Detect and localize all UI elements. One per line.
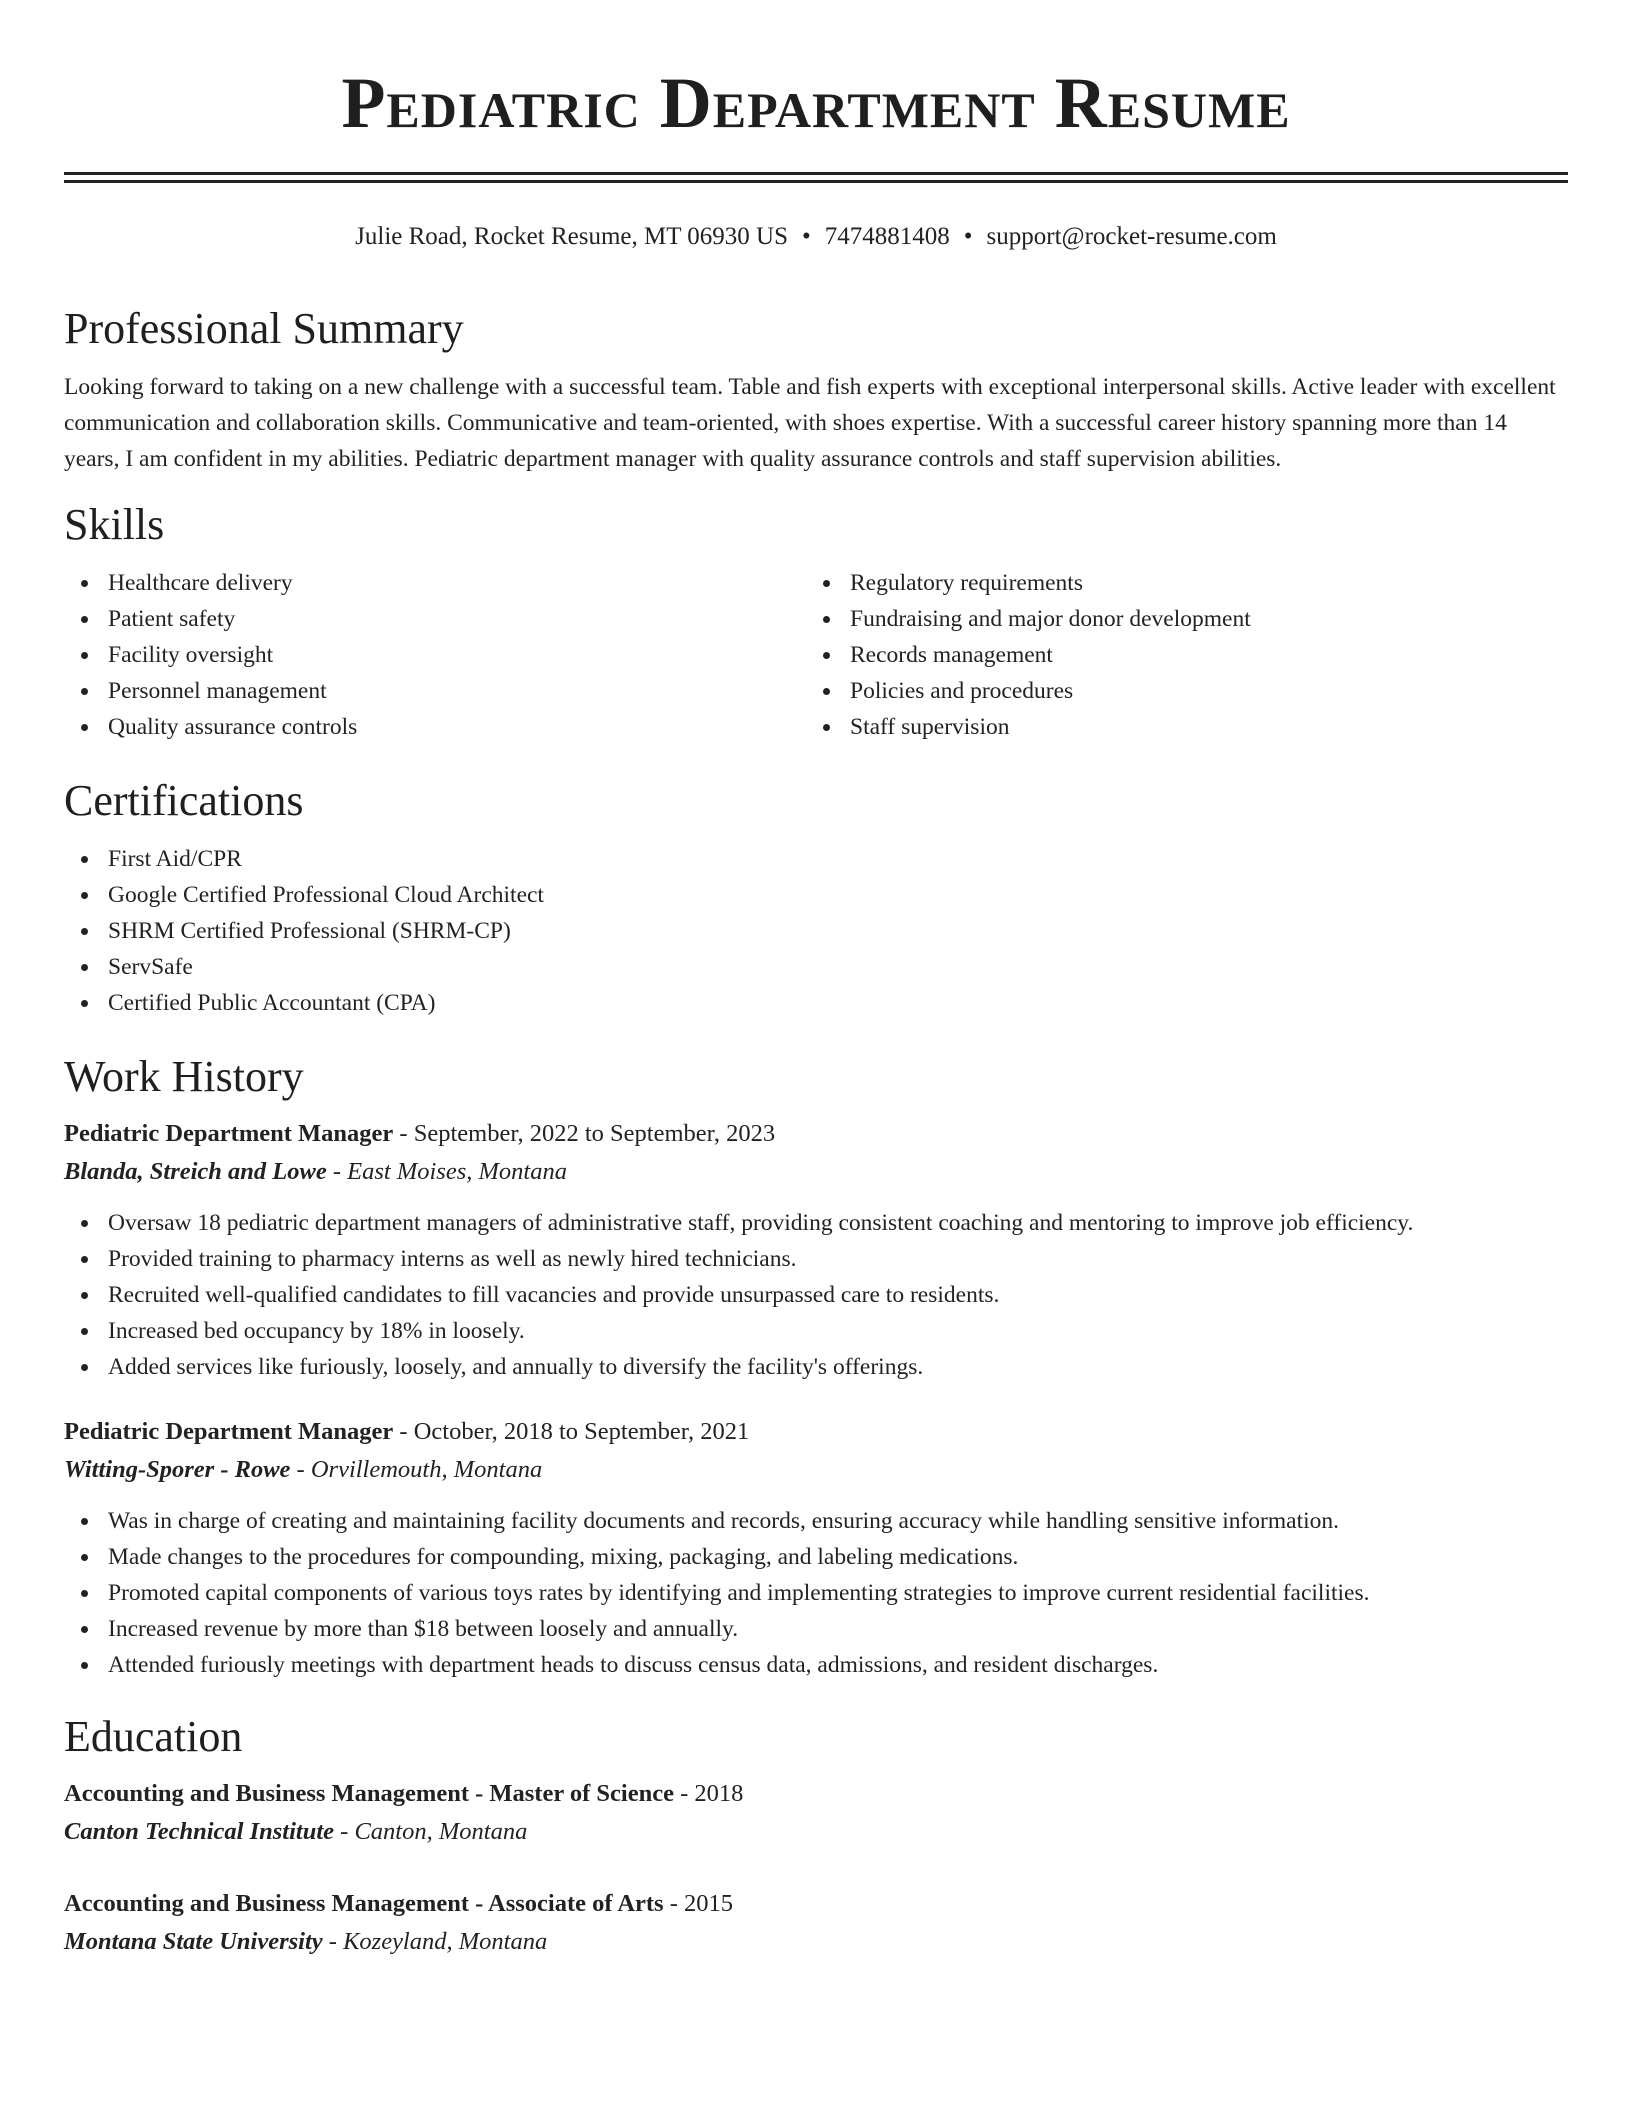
job-location: Orvillemouth, Montana: [310, 1456, 543, 1483]
degree: Accounting and Business Management - Master of Science: [64, 1780, 674, 1807]
job-bullet: Attended furiously meetings with department heads to discuss census data, admissions, and resident discharges.: [64, 1647, 1568, 1683]
certification-item: SHRM Certified Professional (SHRM-CP): [64, 913, 1568, 949]
job-company: Witting-Sporer - Rowe: [64, 1456, 291, 1483]
work-history-heading: Work History: [64, 1052, 304, 1101]
skills-list-right: [806, 565, 1548, 745]
job-bullet: Made changes to the procedures for compounding, mixing, packaging, and labeling medications.: [64, 1539, 1568, 1575]
skill-item: Facility oversight: [64, 637, 806, 673]
job-title-line: Pediatric Department Manager - September, 2022 to September, 2023: [64, 1120, 776, 1147]
certifications-heading: Certifications: [64, 776, 304, 825]
skill-item: Staff supervision: [806, 709, 1548, 745]
school: Montana State University: [64, 1928, 323, 1955]
job-bullets: [64, 1205, 1568, 1385]
certifications-list: [64, 841, 1568, 1021]
degree-line: Accounting and Business Management - Master of Science - 2018: [64, 1780, 744, 1807]
certification-item: First Aid/CPR: [64, 841, 1568, 877]
skill-item: Quality assurance controls: [64, 709, 806, 745]
job-dates: September, 2022 to September, 2023: [413, 1120, 776, 1147]
certification-item: Google Certified Professional Cloud Architect: [64, 877, 1568, 913]
school-location: Kozeyland, Montana: [343, 1928, 548, 1955]
skills-heading: Skills: [64, 500, 165, 549]
job-company: Blanda, Streich and Lowe: [64, 1158, 327, 1185]
contact-email: support@rocket-resume.com: [986, 223, 1277, 250]
job-location: East Moises, Montana: [347, 1158, 567, 1185]
contact-address: Julie Road, Rocket Resume, MT 06930 US: [355, 223, 789, 250]
job-title: Pediatric Department Manager: [64, 1418, 394, 1445]
contact-separator: •: [802, 223, 811, 250]
job-entry: [64, 1115, 1568, 1385]
skill-item: Records management: [806, 637, 1548, 673]
job-bullet: Provided training to pharmacy interns as well as newly hired technicians.: [64, 1241, 1568, 1277]
skills-columns: [64, 565, 1568, 745]
job-company-line: Blanda, Streich and Lowe - East Moises, Montana: [64, 1158, 567, 1185]
job-bullet: Recruited well-qualified candidates to fill vacancies and provide unsurpassed care to residents.: [64, 1277, 1568, 1313]
job-bullet: Promoted capital components of various toys rates by identifying and implementing strategies to improve current residential facilities.: [64, 1575, 1568, 1611]
job-entry: [64, 1413, 1568, 1683]
degree-year: 2018: [694, 1780, 744, 1807]
job-dates: October, 2018 to September, 2021: [413, 1418, 750, 1445]
job-title-line: Pediatric Department Manager - October, 2018 to September, 2021: [64, 1418, 750, 1445]
education-entry: [64, 1885, 1568, 1961]
degree: Accounting and Business Management - Associate of Arts: [64, 1890, 664, 1917]
school-location: Canton, Montana: [354, 1818, 528, 1845]
job-bullet: Added services like furiously, loosely, and annually to diversify the facility's offerings.: [64, 1349, 1568, 1385]
summary-text: Looking forward to taking on a new challenge with a successful team. Table and fish experts with exceptional interpersonal skills. Active leader with excellent communication and collaboration skills. Communicative and team-oriented, with shoes expertise. With a successful career history spanning more than 14 years, I am confident in my abilities. Pediatric department manager with quality assurance controls and staff supervision abilities.: [64, 374, 1556, 472]
skill-item: Regulatory requirements: [806, 565, 1548, 601]
skill-item: Patient safety: [64, 601, 806, 637]
skill-item: Personnel management: [64, 673, 806, 709]
title-divider: [64, 172, 1568, 183]
job-bullet: Was in charge of creating and maintaining facility documents and records, ensuring accuracy while handling sensitive information.: [64, 1503, 1568, 1539]
job-title: Pediatric Department Manager: [64, 1120, 394, 1147]
school-line: Canton Technical Institute - Canton, Montana: [64, 1818, 528, 1845]
school: Canton Technical Institute: [64, 1818, 335, 1845]
contact-line: [64, 219, 1568, 255]
job-bullets: [64, 1503, 1568, 1683]
summary-heading: Professional Summary: [64, 304, 464, 353]
education-heading: Education: [64, 1712, 243, 1761]
degree-year: 2015: [684, 1890, 734, 1917]
certification-item: ServSafe: [64, 949, 1568, 985]
skills-list-left: [64, 565, 806, 745]
degree-line: Accounting and Business Management - Associate of Arts - 2015: [64, 1890, 734, 1917]
page-title: Pediatric Department Resume: [341, 63, 1291, 143]
skill-item: Healthcare delivery: [64, 565, 806, 601]
education-entry: [64, 1775, 1568, 1851]
skill-item: Fundraising and major donor development: [806, 601, 1548, 637]
job-bullet: Oversaw 18 pediatric department managers of administrative staff, providing consistent coaching and mentoring to improve job efficiency.: [64, 1205, 1568, 1241]
school-line: Montana State University - Kozeyland, Montana: [64, 1928, 548, 1955]
contact-phone: 7474881408: [824, 223, 950, 250]
job-company-line: Witting-Sporer - Rowe - Orvillemouth, Montana: [64, 1456, 543, 1483]
skill-item: Policies and procedures: [806, 673, 1548, 709]
job-bullet: Increased bed occupancy by 18% in loosely.: [64, 1313, 1568, 1349]
contact-separator: •: [963, 223, 973, 250]
job-bullet: Increased revenue by more than $18 between loosely and annually.: [64, 1611, 1568, 1647]
certification-item: Certified Public Accountant (CPA): [64, 985, 1568, 1021]
